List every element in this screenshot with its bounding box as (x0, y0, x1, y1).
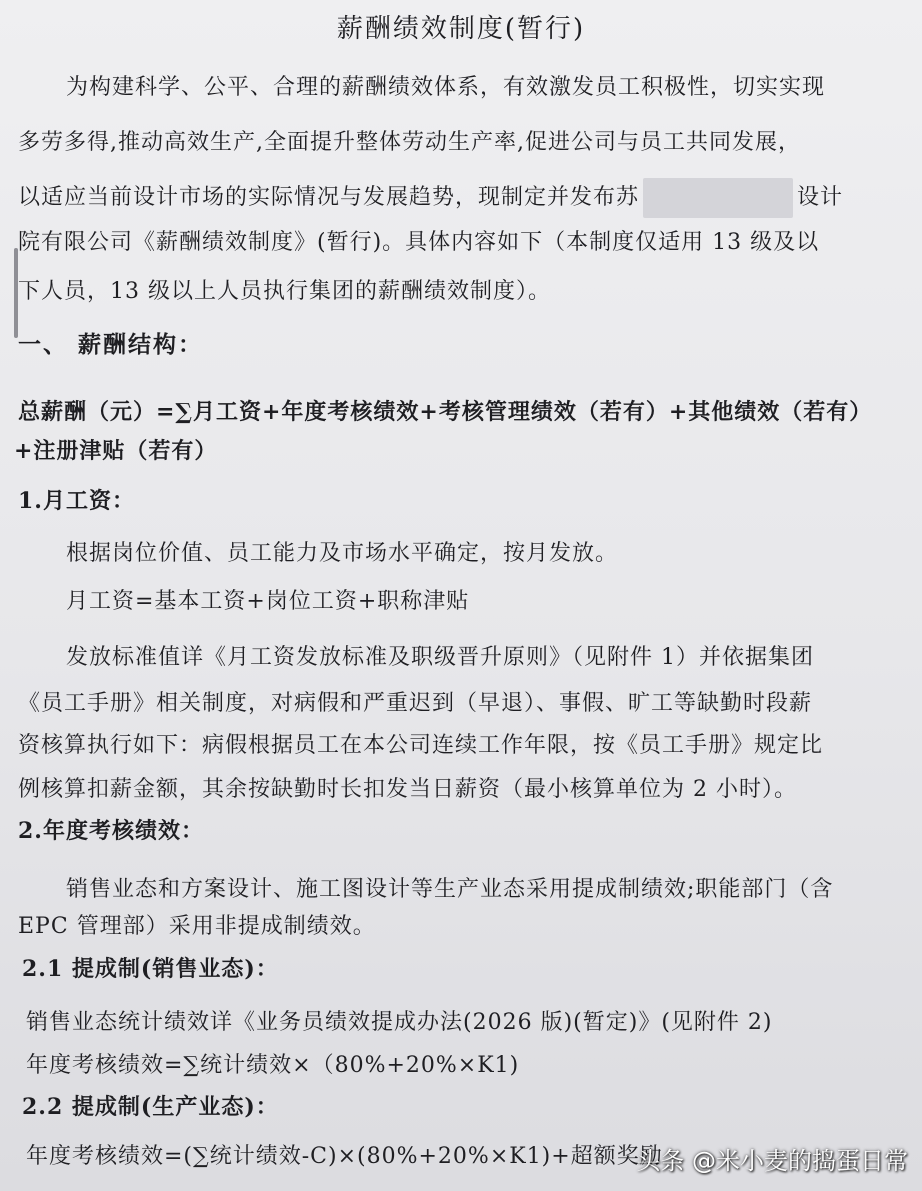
watermark: 头条 @米小麦的捣蛋日常 (636, 1147, 908, 1175)
formula-line-1: 总薪酬（元）=∑月工资+年度考核绩效+考核管理绩效（若有）+其他绩效（若有） (18, 399, 873, 425)
sub22-heading: 2.2 提成制(生产业态)： (22, 1094, 279, 1120)
sub21-heading: 2.1 提成制(销售业态)： (22, 956, 279, 982)
intro-line-4: 院有限公司《薪酬绩效制度》(暂行)。具体内容如下（本制度仅适用 13 级及以 (18, 230, 820, 255)
intro-line-3-text: 以适应当前设计市场的实际情况与发展趋势，现制定并发布苏 (18, 185, 640, 210)
sub1-line-1: 根据岗位价值、员工能力及市场水平确定，按月发放。 (66, 541, 619, 566)
intro-line-5: 下人员，13 级以上人员执行集团的薪酬绩效制度）。 (18, 279, 551, 304)
sub22-line-1: 年度考核绩效=(∑统计绩效-C)×(80%+20%×K1)+超额奖励 (26, 1144, 663, 1169)
intro-line-2: 多劳多得,推动高效生产,全面提升整体劳动生产率,促进公司与员工共同发展， (18, 130, 801, 155)
sub2-heading: 2.年度考核绩效： (18, 818, 204, 844)
sub2-line-1: 销售业态和方案设计、施工图设计等生产业态采用提成制绩效;职能部门（含 (66, 877, 834, 902)
redacted-block (643, 178, 793, 218)
sub21-line-1: 销售业态统计绩效详《业务员绩效提成办法(2026 版)(暂定)》(见附件 2) (26, 1010, 773, 1035)
sub1-line-3: 发放标准值详《月工资发放标准及职级晋升原则》（见附件 1）并依据集团 (66, 645, 814, 670)
scan-edge-mark (14, 248, 18, 338)
sub1-line-5: 资核算执行如下：病假根据员工在本公司连续工作年限，按《员工手册》规定比 (18, 733, 824, 758)
sub1-line-4: 《员工手册》相关制度，对病假和严重迟到（早退）、事假、旷工等缺勤时段薪 (18, 691, 813, 716)
intro-line-3-tail: 设计 (797, 185, 844, 210)
intro-line-1: 为构建科学、公平、合理的薪酬绩效体系，有效激发员工积极性，切实实现 (66, 75, 826, 100)
section-1-heading: 一、 薪酬结构： (18, 331, 204, 358)
sub2-line-2: EPC 管理部）采用非提成制绩效。 (18, 914, 376, 939)
sub1-heading: 1.月工资： (18, 488, 135, 514)
sub21-line-2: 年度考核绩效=∑统计绩效×（80%+20%×K1) (26, 1053, 520, 1078)
intro-line-3 (18, 178, 843, 218)
sub1-line-6: 例核算扣薪金额，其余按缺勤时长扣发当日薪资（最小核算单位为 2 小时）。 (18, 777, 797, 802)
formula-line-2: +注册津贴（若有） (14, 438, 218, 464)
document-title: 薪酬绩效制度(暂行) (336, 14, 586, 44)
sub1-line-2: 月工资=基本工资+岗位工资+职称津贴 (66, 589, 470, 614)
